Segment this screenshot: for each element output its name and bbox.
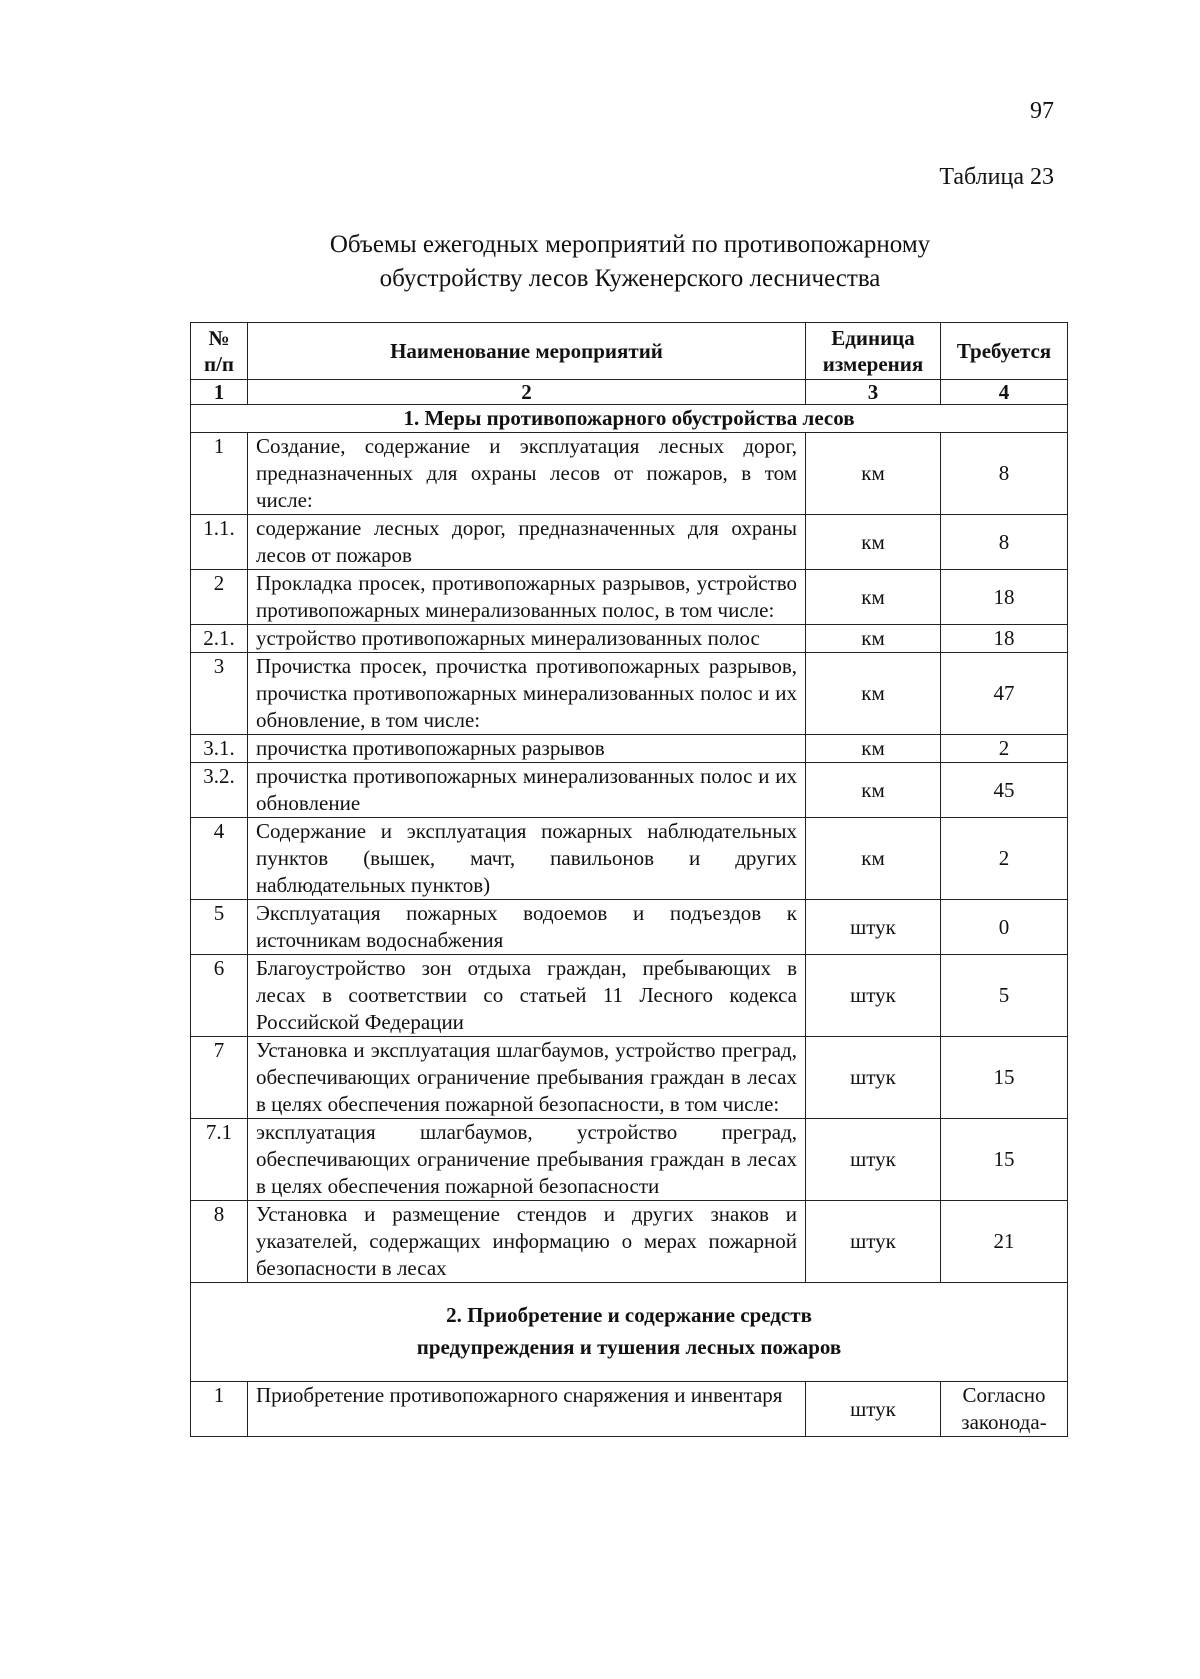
row-name: Приобретение противопожарного снаряжения и инвентаря — [248, 1382, 806, 1437]
row-unit: км — [806, 763, 941, 818]
row-name: прочистка противопожарных минерализованных полос и их обновление — [248, 763, 806, 818]
row-number: 3 — [191, 653, 248, 735]
section-2-title-line-2: предупреждения и тушения лесных пожаров — [416, 1335, 842, 1359]
row-number: 2 — [191, 570, 248, 625]
row-number: 1 — [191, 433, 248, 515]
column-index: 1 — [191, 380, 248, 405]
row-number: 5 — [191, 900, 248, 955]
row-name: Благоустройство зон отдыха граждан, пребывающих в лесах в соответствии со статьей 11 Лесного кодекса Российской Федерации — [248, 955, 806, 1037]
row-number: 3.1. — [191, 735, 248, 763]
row-required: 45 — [941, 763, 1068, 818]
measures-table — [190, 322, 1068, 1437]
row-number: 7.1 — [191, 1119, 248, 1201]
row-name: Эксплуатация пожарных водоемов и подъездов к источникам водоснабжения — [248, 900, 806, 955]
row-required: 18 — [941, 625, 1068, 653]
row-unit: штук — [806, 1382, 941, 1437]
row-unit: штук — [806, 1037, 941, 1119]
column-index: 3 — [806, 380, 941, 405]
table-header-row — [191, 323, 1068, 380]
row-name: Создание, содержание и эксплуатация лесных дорог, предназначенных для охраны лесов от пожаров, в том числе: — [248, 433, 806, 515]
row-number: 8 — [191, 1201, 248, 1283]
row-required: 15 — [941, 1037, 1068, 1119]
row-name: Содержание и эксплуатация пожарных наблюдательных пунктов (вышек, мачт, павильонов и других наблюдательных пунктов) — [248, 818, 806, 900]
table-label: Таблица 23 — [939, 164, 1054, 190]
row-number: 6 — [191, 955, 248, 1037]
table-row — [191, 900, 1068, 955]
row-unit: штук — [806, 1201, 941, 1283]
page-number: 97 — [1030, 98, 1054, 124]
table-row — [191, 1119, 1068, 1201]
column-index: 2 — [248, 380, 806, 405]
row-required: 47 — [941, 653, 1068, 735]
row-number: 2.1. — [191, 625, 248, 653]
row-required — [941, 1382, 1068, 1437]
section-2-header — [191, 1283, 1068, 1382]
row-unit: км — [806, 653, 941, 735]
row-number: 7 — [191, 1037, 248, 1119]
row-number: 1.1. — [191, 515, 248, 570]
row-unit: км — [806, 433, 941, 515]
row-required: 2 — [941, 735, 1068, 763]
row-unit: км — [806, 735, 941, 763]
row-required: 8 — [941, 515, 1068, 570]
row-number: 1 — [191, 1382, 248, 1437]
table-row — [191, 653, 1068, 735]
row-unit: км — [806, 515, 941, 570]
table-row — [191, 763, 1068, 818]
row-required: 2 — [941, 818, 1068, 900]
row-name: Прокладка просек, противопожарных разрывов, устройство противопожарных минерализованных полос, в том числе: — [248, 570, 806, 625]
header-name: Наименование мероприятий — [248, 323, 806, 380]
row-required: 8 — [941, 433, 1068, 515]
row-name: прочистка противопожарных разрывов — [248, 735, 806, 763]
row-unit: км — [806, 625, 941, 653]
header-num: № п/п — [191, 323, 248, 380]
row-name: Установка и эксплуатация шлагбаумов, устройство преград, обеспечивающих ограничение пребывания граждан в лесах в целях обеспечения пожарной безопасности, в том числе: — [248, 1037, 806, 1119]
row-unit: км — [806, 818, 941, 900]
table-row — [191, 955, 1068, 1037]
row-required-line-2: законода- — [961, 1410, 1047, 1434]
section-1-header — [191, 405, 1068, 433]
column-index: 4 — [941, 380, 1068, 405]
table-row — [191, 818, 1068, 900]
table-row — [191, 735, 1068, 763]
row-required-line-1: Согласно — [962, 1383, 1046, 1407]
row-required: 21 — [941, 1201, 1068, 1283]
row-required: 15 — [941, 1119, 1068, 1201]
table-row — [191, 515, 1068, 570]
table-row — [191, 570, 1068, 625]
row-required: 18 — [941, 570, 1068, 625]
section-2-title — [191, 1283, 1068, 1382]
row-name: Установка и размещение стендов и других знаков и указателей, содержащих информацию о мерах пожарной безопасности в лесах — [248, 1201, 806, 1283]
table-row — [191, 625, 1068, 653]
row-name: содержание лесных дорог, предназначенных для охраны лесов от пожаров — [248, 515, 806, 570]
section-2-title-line-1: 2. Приобретение и содержание средств — [446, 1303, 812, 1327]
row-unit: штук — [806, 955, 941, 1037]
title-line-2: обустройству лесов Куженерского лесничества — [379, 265, 881, 292]
row-number: 3.2. — [191, 763, 248, 818]
table-row — [191, 433, 1068, 515]
row-name: эксплуатация шлагбаумов, устройство преград, обеспечивающих ограничение пребывания граждан в лесах в целях обеспечения пожарной безопасности — [248, 1119, 806, 1201]
row-required: 0 — [941, 900, 1068, 955]
header-required: Требуется — [941, 323, 1068, 380]
title-line-1: Объемы ежегодных мероприятий по противопожарному — [329, 231, 931, 258]
table-row — [191, 1201, 1068, 1283]
table-row — [191, 1037, 1068, 1119]
header-unit: Единица измерения — [806, 323, 941, 380]
row-required: 5 — [941, 955, 1068, 1037]
table-row — [191, 1382, 1068, 1437]
row-unit: штук — [806, 1119, 941, 1201]
document-title — [190, 228, 1070, 296]
section-1-title: 1. Меры противопожарного обустройства лесов — [191, 405, 1068, 433]
row-name: устройство противопожарных минерализованных полос — [248, 625, 806, 653]
row-name: Прочистка просек, прочистка противопожарных разрывов, прочистка противопожарных минерализованных полос и их обновление, в том числе: — [248, 653, 806, 735]
row-unit: штук — [806, 900, 941, 955]
row-unit: км — [806, 570, 941, 625]
row-number: 4 — [191, 818, 248, 900]
column-index-row — [191, 380, 1068, 405]
